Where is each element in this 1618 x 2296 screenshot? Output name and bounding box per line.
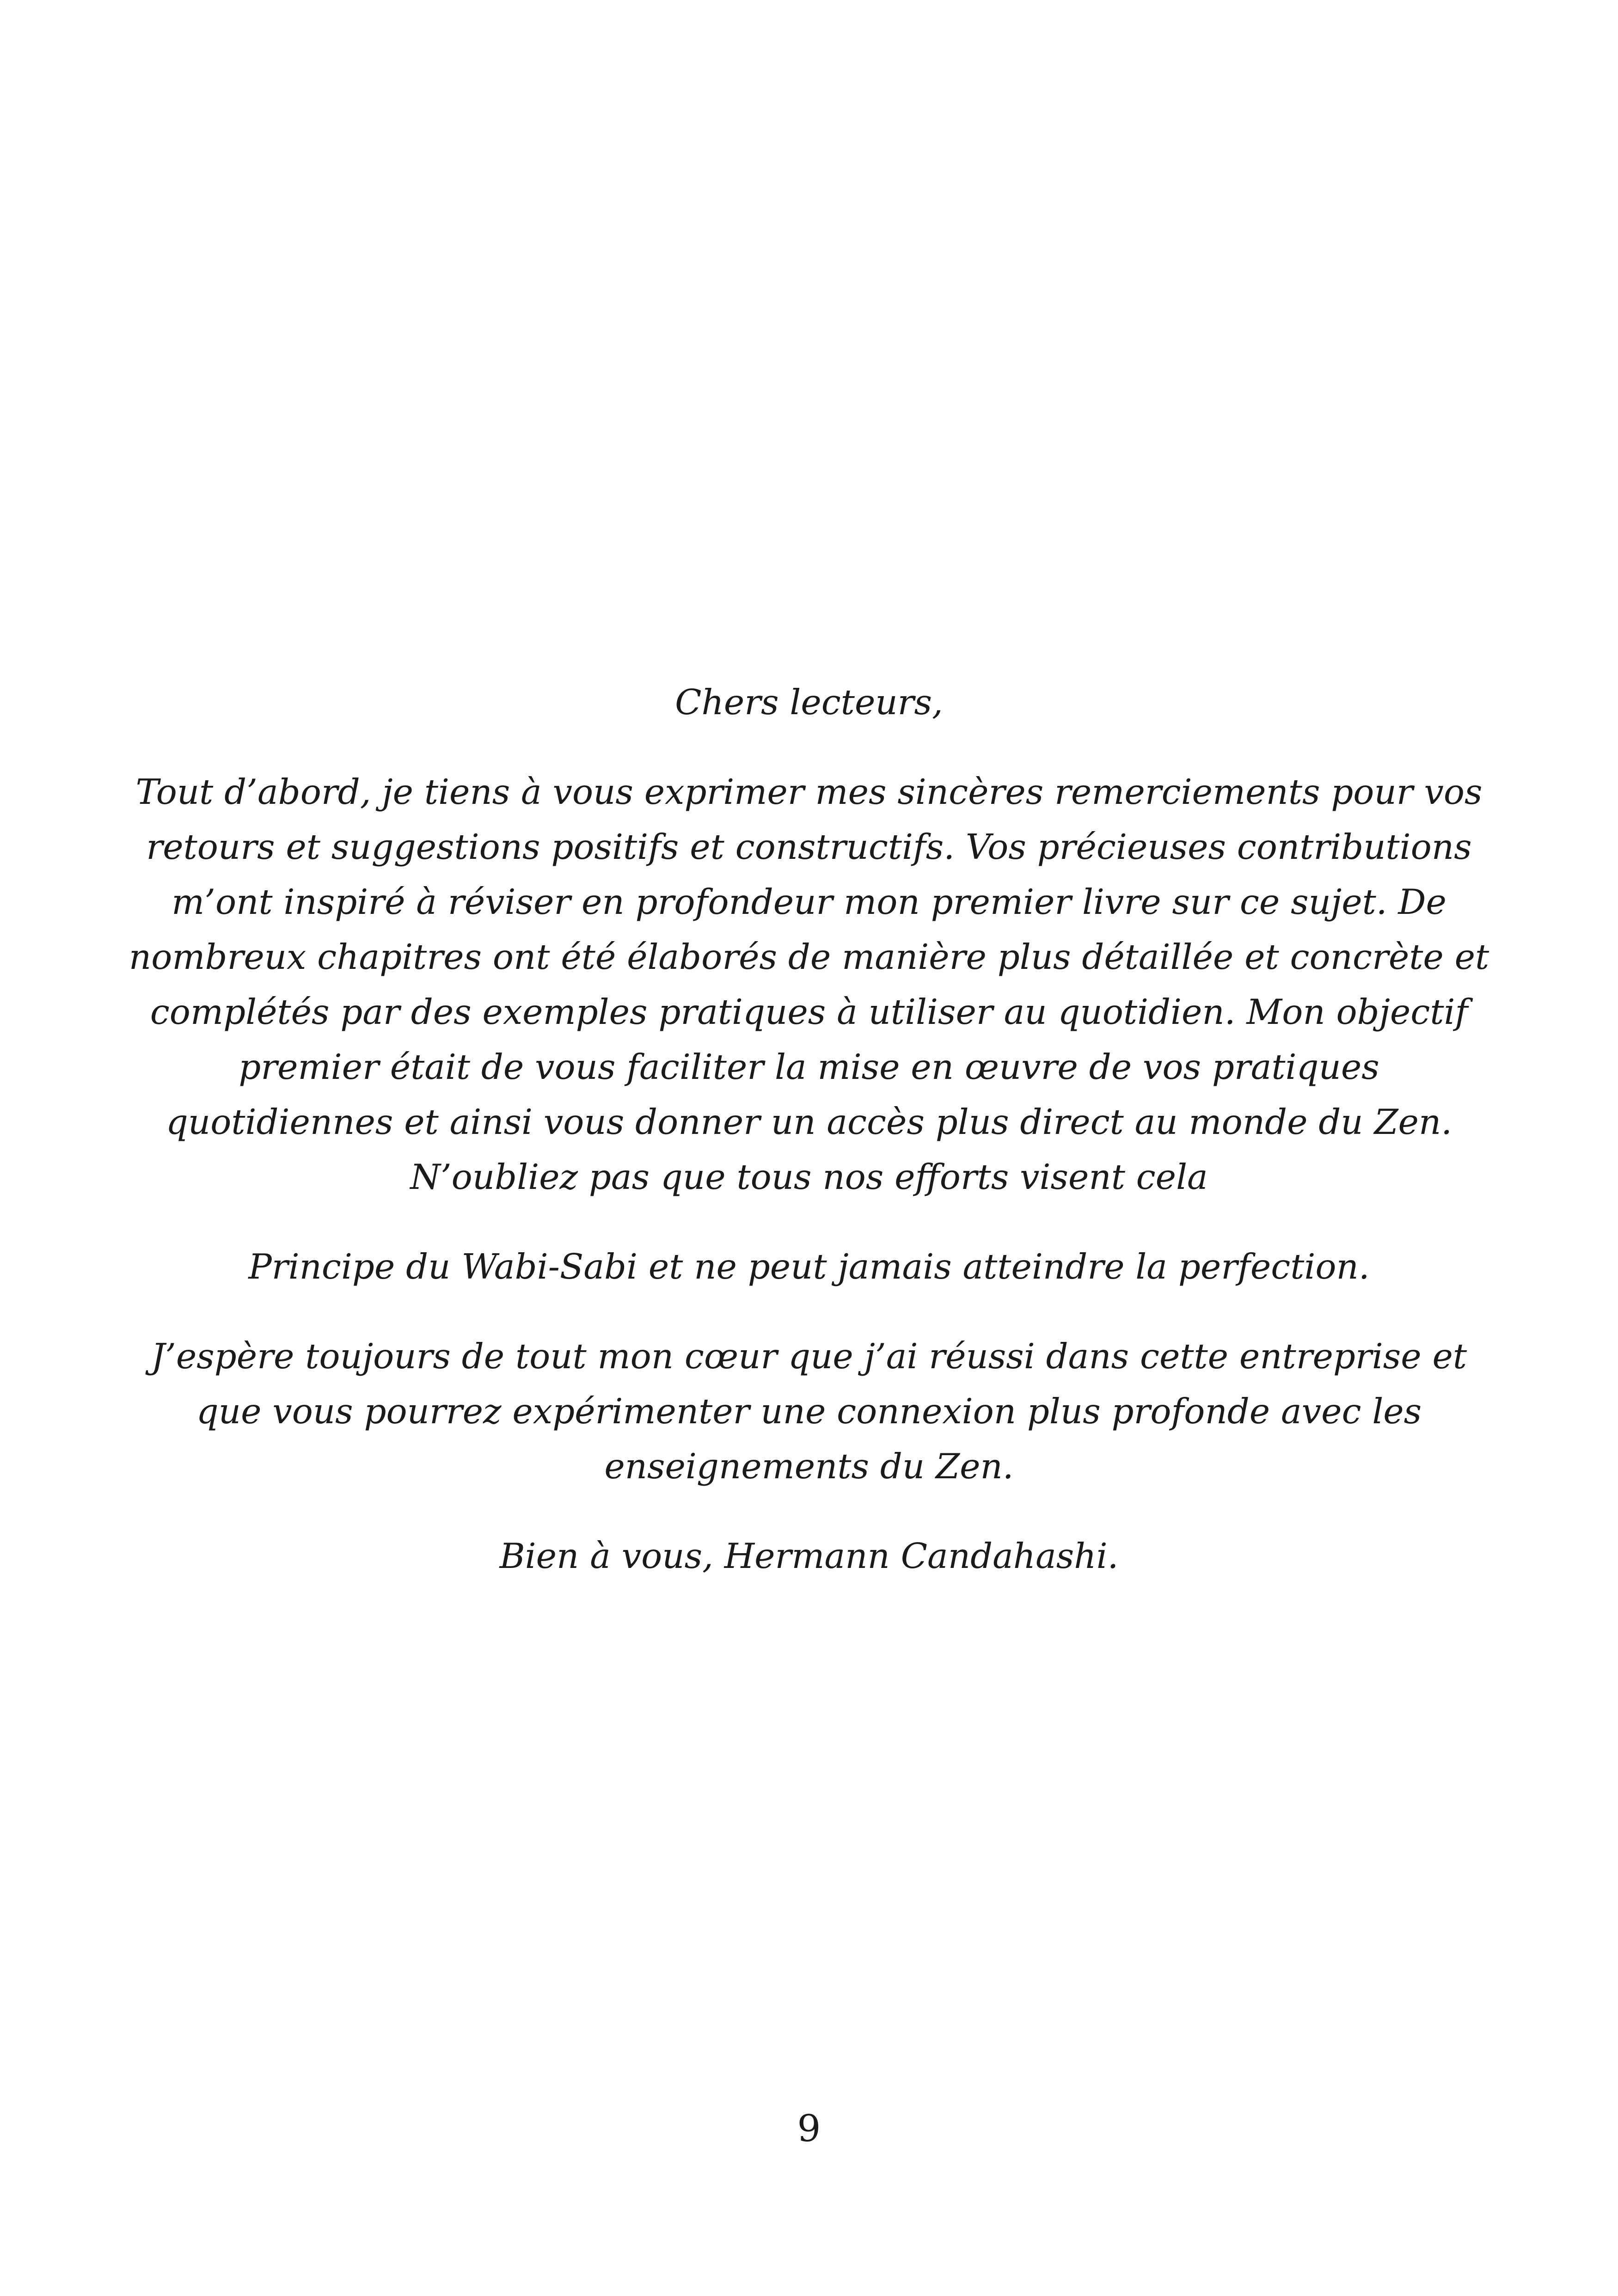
salutation: Chers lecteurs, [675, 682, 943, 722]
paragraph-thanks [0, 765, 1618, 1205]
paragraph-line: enseignements du Zen. [604, 1446, 1014, 1487]
letter-body [0, 675, 1618, 1584]
paragraph-hope [0, 1329, 1618, 1494]
signature: Bien à vous, Hermann Candahashi. [499, 1536, 1119, 1576]
paragraph-line: Tout d’abord, je tiens à vous exprimer mes sincères remerciements pour vos [135, 771, 1483, 812]
paragraph-line: quotidiennes et ainsi vous donner un accès plus direct au monde du Zen. [165, 1102, 1453, 1142]
paragraph-line: m’ont inspiré à réviser en profondeur mon premier livre sur ce sujet. De [172, 882, 1446, 922]
paragraph-line: que vous pourrez expérimenter une connexion plus profonde avec les [196, 1391, 1422, 1432]
paragraph-line: complétés par des exemples pratiques à utiliser au quotidien. Mon objectif [150, 992, 1468, 1032]
paragraph-line: Principe du Wabi-Sabi et ne peut jamais atteindre la perfection. [248, 1246, 1370, 1287]
paragraph-wabi-sabi [0, 1239, 1618, 1294]
paragraph-line: N’oubliez pas que tous nos efforts visent cela [410, 1157, 1208, 1197]
paragraph-line: J’espère toujours de tout mon cœur que j’ai réussi dans cette entreprise et [151, 1336, 1467, 1377]
page-number: 9 [797, 2107, 821, 2150]
paragraph-line: nombreux chapitres ont été élaborés de manière plus détaillée et concrète et [129, 937, 1489, 977]
paragraph-line: premier était de vous faciliter la mise en œuvre de vos pratiques [239, 1047, 1379, 1087]
paragraph-line: retours et suggestions positifs et constructifs. Vos précieuses contributions [146, 827, 1472, 867]
